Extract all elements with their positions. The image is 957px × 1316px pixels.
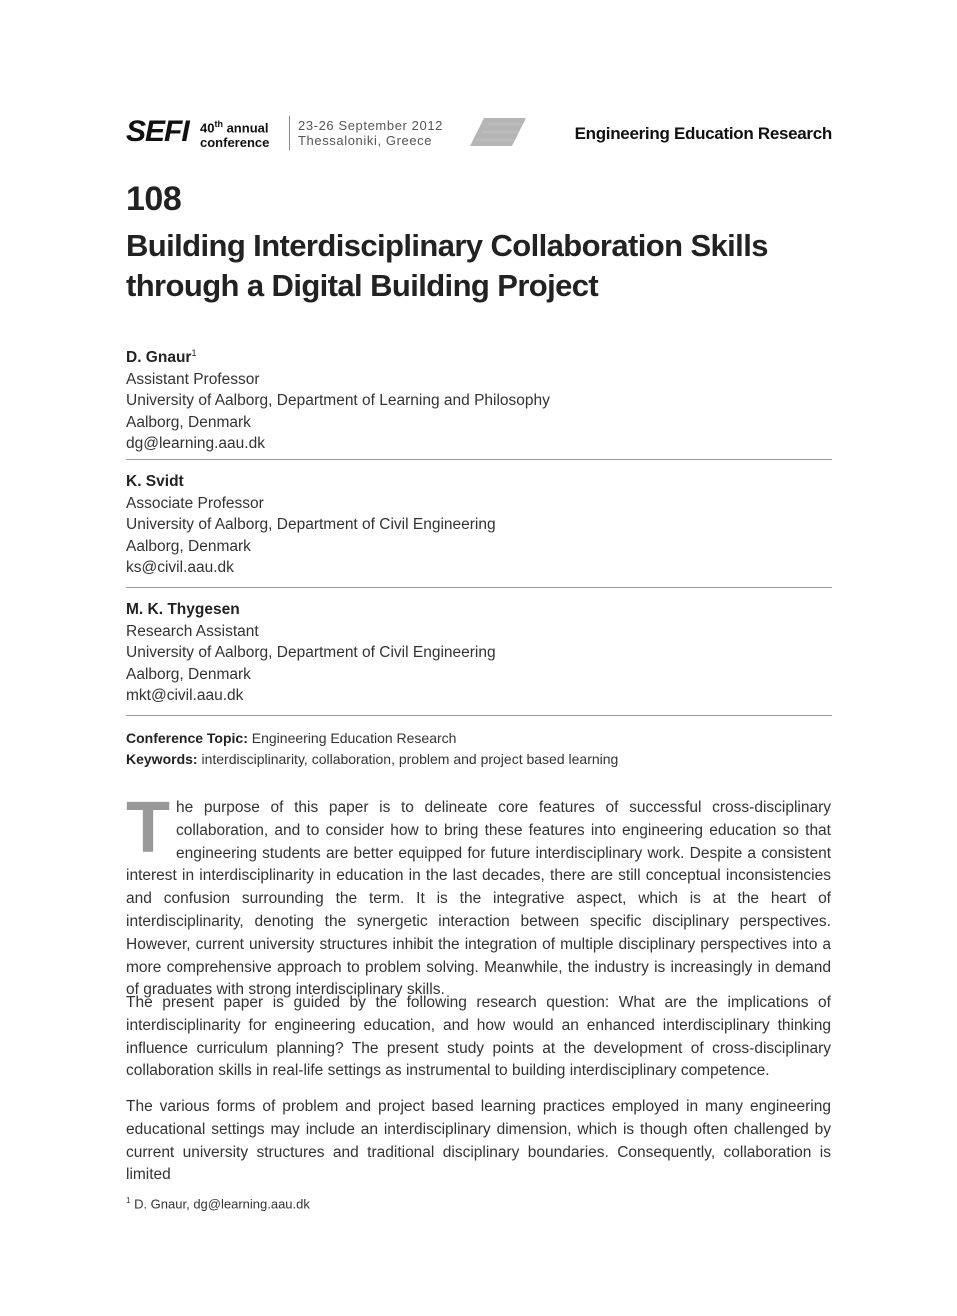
author-divider <box>126 715 832 716</box>
paper-title <box>126 226 826 306</box>
author-location: Aalborg, Denmark <box>126 413 251 431</box>
author-position: Research Assistant <box>126 622 259 640</box>
author-email: ks@civil.aau.dk <box>126 559 234 576</box>
drop-cap: T <box>126 788 170 868</box>
author-divider <box>126 587 832 588</box>
section-name: Engineering Education Research <box>574 124 832 143</box>
author-position: Associate Professor <box>126 494 264 512</box>
footnote-mark: 1 <box>126 1196 131 1205</box>
author-block <box>126 471 832 579</box>
author-email: mkt@civil.aau.dk <box>126 687 244 704</box>
author-affiliation: University of Aalborg, Department of Civil Engineering <box>126 644 496 661</box>
author-name: M. K. Thygesen <box>126 601 240 618</box>
author-email: dg@learning.aau.dk <box>126 435 265 453</box>
conference-date-location <box>298 118 443 148</box>
paper-title-line1: Building Interdisciplinary Collaboration Skills <box>126 228 768 263</box>
conference-header <box>126 114 832 154</box>
conference-topic: Conference Topic: Engineering Education Research <box>126 730 457 746</box>
sefi-logo <box>126 116 189 148</box>
author-affiliation: University of Aalborg, Department of Learning and Philosophy <box>126 392 550 410</box>
logo-text: SEFI <box>126 115 189 148</box>
paper-number: 108 <box>126 180 182 218</box>
body-paragraph: The present paper is guided by the following research question: What are the implications of interdisciplinarity for engineering education, and how would an enhanced interdisciplinary thinking influence curriculum planning? The present study points at the development of cross-disciplinary collaboration skills in real-life settings as instrumental to building interdisciplinary competence. <box>126 994 831 1080</box>
author-block <box>126 599 832 707</box>
footnote-mark: 1 <box>191 348 197 358</box>
conference-edition-line2: conference <box>200 135 270 151</box>
conference-edition-line1: 40th annual <box>200 119 269 136</box>
author-block <box>126 343 832 455</box>
author-name: K. Svidt <box>126 473 184 490</box>
decorative-stripe <box>470 118 526 146</box>
header-divider <box>289 116 290 150</box>
author-position: Assistant Professor <box>126 370 260 388</box>
keywords: Keywords: interdisciplinarity, collaboration, problem and project based learning <box>126 751 619 767</box>
paper-meta <box>126 728 832 770</box>
author-divider <box>126 459 832 460</box>
author-affiliation: University of Aalborg, Department of Civil Engineering <box>126 516 496 533</box>
conference-location: Thessaloniki, Greece <box>298 133 433 148</box>
conference-date: 23-26 September 2012 <box>298 118 443 133</box>
author-location: Aalborg, Denmark <box>126 665 251 683</box>
author-location: Aalborg, Denmark <box>126 537 251 555</box>
body-paragraph: The purpose of this paper is to delineate core features of successful cross-disciplinary collaboration, and to consider how to bring these features into engineering education so that engineering students are better equipped for future interdisciplinary work. Despite a consistent interest in interdisciplinarity in education in the last decades, there are still conceptual inconsistencies and confusion surrounding the term. It is the integrative aspect, which is at the heart of interdisciplinarity, denoting the synergetic interaction between specific disciplinary perspectives. However, current university structures inhibit the integration of multiple disciplinary perspectives into a more comprehensive approach to problem solving. Meanwhile, the industry is increasingly in demand of graduates with strong interdisciplinary skills. <box>126 788 831 999</box>
author-name: D. Gnaur$^1$ <box>126 348 197 367</box>
paper-title-line2: through a Digital Building Project <box>126 268 599 303</box>
body-paragraph: The various forms of problem and project based learning practices employed in many engineering educational settings may include an interdisciplinary dimension, which is though often challenged by current university structures and traditional disciplinary boundaries. Consequently, collaboration is limited <box>126 1098 831 1184</box>
conference-edition <box>200 117 269 150</box>
footnote: $^1$ D. Gnaur, dg@learning.aau.dk <box>126 1196 310 1212</box>
